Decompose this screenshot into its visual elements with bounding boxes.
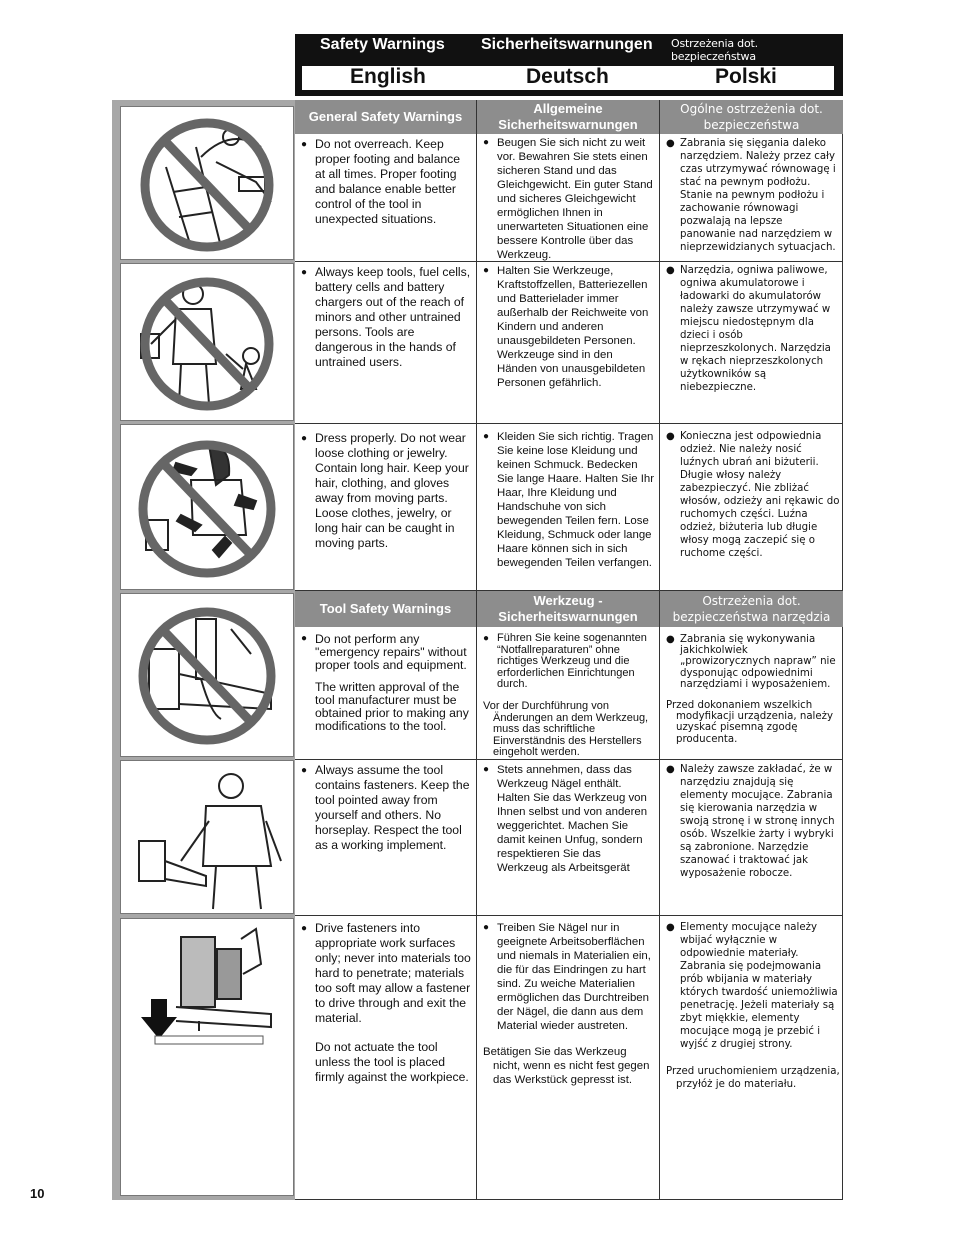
warning-minors-de: ● Halten Sie Werkzeuge, Kraftstoffzellen, Batteriezellen und Batterielader immer außerhalb der Reichweite von Kindern und anderen unausgebildeten Personen. Werkzeuge sind in den Händen von unausgebildeten Personen gefährlich. [483,264,655,390]
emergency-repair-illustration [120,593,294,757]
language-deutsch: Deutsch [526,65,609,88]
tool-header-en: Tool Safety Warnings [295,591,476,627]
general-header-en: General Safety Warnings [295,100,476,134]
warning-repairs-en: ● Do not perform any "emergency repairs" without proper tools and equipment. The written approval of the tool manufacturer must be obtained prior to making any modifications to the tool. [301,633,473,733]
warning-surfaces-en: ● Drive fasteners into appropriate work surfaces only; never into materials too hard to penetrate; materials too soft may allow a fastener to drive through and exit the material. Do not actuate the tool unless the tool is placed firmly against the workpiece. [301,921,473,1085]
warnings-table [295,100,843,1200]
warning-clothing-pl: ● Konieczna jest odpowiednia odzież. Nie należy nosić luźnych ubrań ani biżuterii. Długie włosy należy zabezpieczyć. Nie zbliżać włosów, odzieży ani rękawic do ruchomych części. Luźna odzież, biżuteria lub długie włosy mogą zaczepić się o ruchome części. [666,430,840,560]
general-header-pl: Ogólne ostrzeżenia dot. bezpieczeństwa [660,100,843,134]
safety-warnings-de: Sicherheitswarnungen [481,36,653,53]
warning-minors-en: ● Always keep tools, fuel cells, battery cells and battery chargers out of the reach of minors and other untrained persons. Tools are dangerous in the hands of untrained users. [301,265,473,370]
warning-repairs-pl: ● Zabrania się wykonywania jakichkolwiek „prowizorycznych napraw” nie dysponując odpowiednimi narzędziami i wyposażeniem. Przed dokonaniem wszelkich modyfikacji urządzenia, należy uzyskać pisemną zgodę producenta. [666,634,840,745]
child-reach-illustration [120,263,294,421]
warning-fasteners-pl: ● Należy zawsze zakładać, że w narzędziu znajdują się elementy mocujące. Zabrania się kierowania narzędzia w swoją stronę i w stronę innych osób. Wszelkie żarty i wybryki są zabronione. Narzędzie szanować i traktować jak wyposażenie robocze. [666,763,840,880]
language-names-box [301,65,835,91]
warning-overreach-en: ● Do not overreach. Keep proper footing and balance at all times. Proper footing and balance enable better control of the tool in unexpected situations. [301,137,473,227]
warning-fasteners-en: ● Always assume the tool contains fasteners. Keep the tool pointed away from yourself and others. No horseplay. Respect the tool as a working implement. [301,763,473,853]
language-polski: Polski [715,65,777,88]
warning-clothing-en: ● Dress properly. Do not wear loose clothing or jewelry. Contain long hair. Keep your hair, clothing, and gloves away from moving parts. Loose clothes, jewelry, or long hair can be caught in moving parts. [301,431,473,551]
overreach-illustration [120,106,294,260]
warning-repairs-de: ● Führen Sie keine sogenannten “Notfallreparaturen” ohne richtiges Werkzeug und die erforderlichen Einrichtungen durch. Vor der Durchführung von Änderungen an dem Werkzeug, muss das schriftliche Einverständnis des Herstellers eingeholt werden. [483,633,655,759]
drive-surface-illustration [120,918,294,1196]
warning-clothing-de: ● Kleiden Sie sich richtig. Tragen Sie keine lose Kleidung und keinen Schmuck. Bedecken Sie lange Haare. Halten Sie Ihr Haar, Ihre Kleidung und Handschuhe von sich bewegenden Teilen fern. Lose Kleidung, Schmuck oder lange Haare können sich in sich bewegenden Teilen verfangen. [483,430,655,570]
tool-header-de: Werkzeug - Sicherheitswarnungen [477,591,659,627]
page-number: 10 [30,1186,45,1201]
warning-minors-pl: ● Narzędzia, ogniwa paliwowe, ogniwa akumulatorowe i ładowarki do akumulatorów należy zawsze utrzymywać w miejscu niedostępnym dla dzieci i osób nieprzeszkolonych. Narzędzia w rękach nieprzeszkolonych użytkowników są niebezpieczne. [666,264,840,394]
tool-pointed-illustration [120,760,294,914]
safety-warnings-row [295,34,843,62]
language-english: English [350,65,426,88]
warning-surfaces-pl: ● Elementy mocujące należy wbijać wyłącznie w odpowiednie materiały. Zabrania się podejmowania prób wbijania w materiały których twardość uniemożliwia penetrację. Jeżeli materiały są zbyt miękkie, elementy mocujące mogą je przebić i wyjść z drugiej strony. Przed uruchomieniem urządzenia, przyłóż je do materiału. [666,921,840,1091]
warning-overreach-pl: ● Zabrania się sięgania daleko narzędziem. Należy przez cały czas utrzymywać równowagę i stać na pewnym podłożu. Stanie na pewnym podłożu i zachowanie równowagi pozwalają na lepsze panowanie nad narzędziem w nieprzewidzianych sytuacjach. [666,137,840,254]
warning-surfaces-de: ● Treiben Sie Nägel nur in geeignete Arbeitsoberflächen und niemals in Materialien ein, die für das Eindringen zu hart sind. Zu weiche Materialien ermöglichen das Durchtreiben der Nägel, die dann aus dem Material wieder austreten. Betätigen Sie das Werkzeug nicht, wenn es nicht fest gegen das Werkstück gepresst ist. [483,921,655,1087]
language-header [295,34,843,96]
illustration-column [112,100,295,1200]
tool-header-pl: Ostrzeżenia dot. bezpieczeństwa narzędzia [660,591,843,627]
loose-clothing-illustration [120,424,294,590]
general-header-de: Allgemeine Sicherheitswarnungen [477,100,659,134]
safety-warnings-en: Safety Warnings [320,36,445,53]
warning-fasteners-de: ● Stets annehmen, dass das Werkzeug Nägel enthält. Halten Sie das Werkzeug von Ihnen selbst und von anderen weggerichtet. Machen Sie damit keinen Unfug, sondern respektieren Sie das Werkzeug als Arbeitsgerät [483,763,655,875]
warning-overreach-de: ● Beugen Sie sich nicht zu weit vor. Bewahren Sie stets einen sicheren Stand und das Gleichgewicht. Ein guter Stand und sicheres Gleichgewicht ermöglichen Ihnen in unerwarteten Situationen eine bessere Kontrolle über das Werkzeug. [483,136,655,262]
safety-warnings-pl: Ostrzeżenia dot. bezpieczeństwa [671,37,758,63]
